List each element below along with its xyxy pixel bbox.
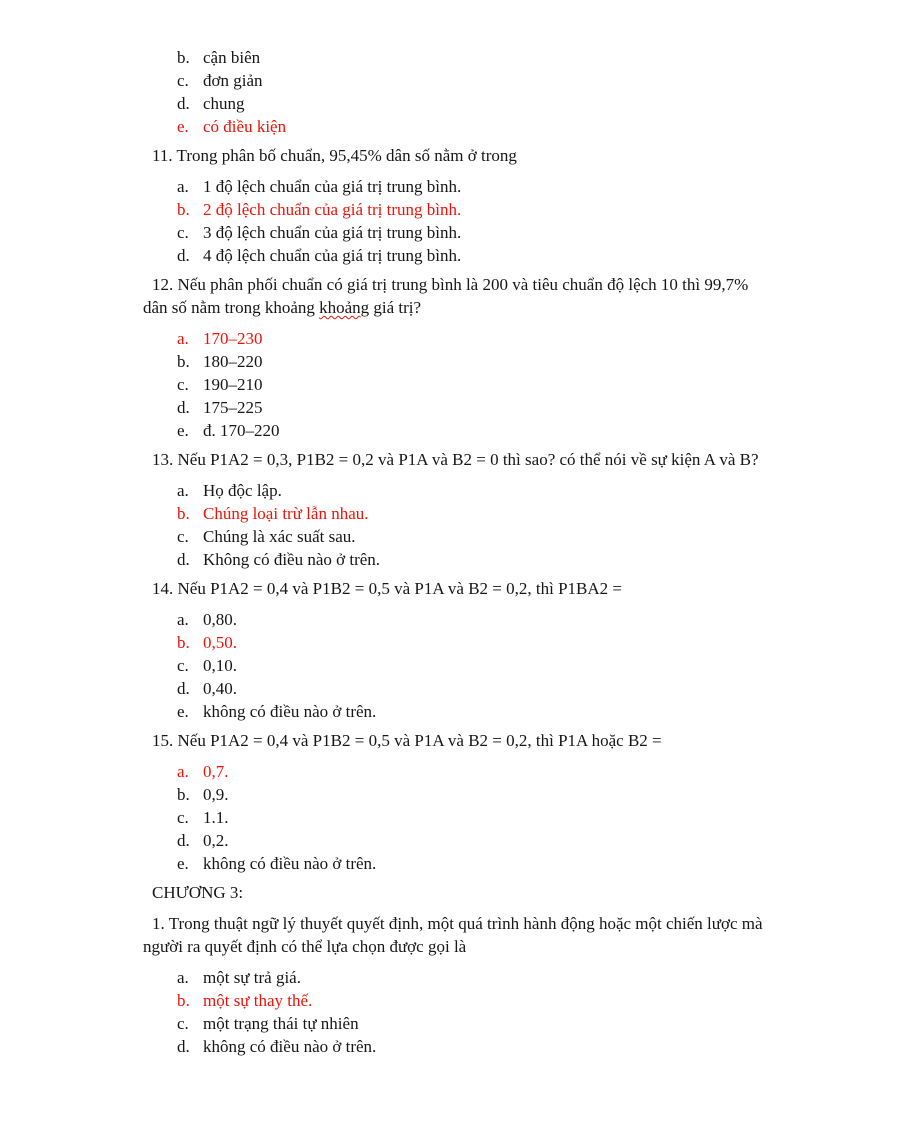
question-text bbox=[143, 273, 810, 319]
answer-option bbox=[143, 419, 810, 442]
option-text: Chúng là xác suất sau. bbox=[203, 527, 356, 546]
text-segment: 1. Trong thuật ngữ lý thuyết quyết định, một quá trình hành động hoặc một chiến lược mà bbox=[152, 914, 763, 933]
answer-option bbox=[143, 700, 810, 723]
answer-option bbox=[143, 654, 810, 677]
option-letter: a. bbox=[177, 329, 189, 348]
question-text bbox=[143, 912, 810, 958]
misspelled-word: khoảng bbox=[319, 298, 370, 317]
answer-option bbox=[143, 396, 810, 419]
answer-option-highlighted bbox=[143, 115, 810, 138]
answer-option bbox=[143, 92, 810, 115]
option-letter: b. bbox=[177, 48, 190, 67]
answer-option bbox=[143, 1035, 810, 1058]
answer-options bbox=[143, 46, 810, 138]
option-text: Họ độc lập. bbox=[203, 481, 282, 500]
answer-option bbox=[143, 46, 810, 69]
option-letter: c. bbox=[177, 375, 189, 394]
option-letter: c. bbox=[177, 808, 189, 827]
option-text: không có điều nào ở trên. bbox=[203, 702, 377, 721]
answer-option bbox=[143, 373, 810, 396]
option-text: 0,10. bbox=[203, 656, 237, 675]
question-text bbox=[143, 144, 810, 167]
answer-option bbox=[143, 69, 810, 92]
option-letter: a. bbox=[177, 610, 189, 629]
option-text: 4 độ lệch chuẩn của giá trị trung bình. bbox=[203, 246, 462, 265]
option-text: không có điều nào ở trên. bbox=[203, 854, 377, 873]
option-letter: a. bbox=[177, 762, 189, 781]
option-letter: b. bbox=[177, 352, 190, 371]
option-text: một sự trả giá. bbox=[203, 968, 301, 987]
option-text: 0,40. bbox=[203, 679, 237, 698]
option-text: Không có điều nào ở trên. bbox=[203, 550, 381, 569]
text-segment: giá trị? bbox=[369, 298, 422, 317]
option-text: 0,50. bbox=[203, 633, 237, 652]
answer-option bbox=[143, 829, 810, 852]
option-text: 0,2. bbox=[203, 831, 229, 850]
option-letter: d. bbox=[177, 1037, 190, 1056]
text-segment: người ra quyết định có thể lựa chọn được gọi là bbox=[143, 937, 467, 956]
answer-option-highlighted bbox=[143, 502, 810, 525]
option-letter: d. bbox=[177, 679, 190, 698]
option-letter: d. bbox=[177, 246, 190, 265]
option-letter: b. bbox=[177, 633, 190, 652]
answer-options bbox=[143, 175, 810, 267]
question-line bbox=[143, 577, 810, 600]
option-text: Chúng loại trừ lẫn nhau. bbox=[203, 504, 369, 523]
answer-option bbox=[143, 221, 810, 244]
question-text bbox=[143, 577, 810, 600]
option-letter: c. bbox=[177, 71, 189, 90]
option-letter: d. bbox=[177, 550, 190, 569]
text-segment: CHƯƠNG 3: bbox=[152, 883, 244, 902]
question-line bbox=[143, 729, 810, 752]
option-text: 2 độ lệch chuẩn của giá trị trung bình. bbox=[203, 200, 462, 219]
answer-option bbox=[143, 783, 810, 806]
text-segment: 15. Nếu P1A2 = 0,4 và P1B2 = 0,5 và P1A và B2 = 0,2, thì P1A hoặc B2 = bbox=[152, 731, 662, 750]
option-letter: c. bbox=[177, 527, 189, 546]
option-text: cận biên bbox=[203, 48, 261, 67]
option-letter: d. bbox=[177, 94, 190, 113]
answer-option bbox=[143, 525, 810, 548]
question-line bbox=[143, 144, 810, 167]
answer-option bbox=[143, 852, 810, 875]
text-segment: 12. Nếu phân phối chuẩn có giá trị trung bình là 200 và tiêu chuẩn độ lệch 10 thì 99,7% bbox=[152, 275, 749, 294]
question-line bbox=[143, 273, 810, 296]
answer-option-highlighted bbox=[143, 631, 810, 654]
option-letter: b. bbox=[177, 991, 190, 1010]
answer-option bbox=[143, 479, 810, 502]
option-text: 170–230 bbox=[203, 329, 263, 348]
option-text: có điều kiện bbox=[203, 117, 287, 136]
option-text: 1 độ lệch chuẩn của giá trị trung bình. bbox=[203, 177, 462, 196]
option-letter: a. bbox=[177, 177, 189, 196]
option-letter: c. bbox=[177, 223, 189, 242]
option-text: 0,9. bbox=[203, 785, 229, 804]
answer-option bbox=[143, 350, 810, 373]
text-segment: dân số nằm trong khoảng bbox=[143, 298, 320, 317]
answer-option-highlighted bbox=[143, 327, 810, 350]
option-letter: e. bbox=[177, 117, 189, 136]
option-text: một sự thay thế. bbox=[203, 991, 313, 1010]
answer-options bbox=[143, 479, 810, 571]
answer-option-highlighted bbox=[143, 989, 810, 1012]
question-text bbox=[143, 729, 810, 752]
question-line bbox=[143, 448, 810, 471]
answer-option bbox=[143, 677, 810, 700]
option-text: 180–220 bbox=[203, 352, 263, 371]
chapter-heading bbox=[143, 881, 810, 904]
option-letter: d. bbox=[177, 831, 190, 850]
option-letter: c. bbox=[177, 656, 189, 675]
answer-options bbox=[143, 966, 810, 1058]
option-text: 0,80. bbox=[203, 610, 237, 629]
answer-options bbox=[143, 760, 810, 875]
answer-option bbox=[143, 244, 810, 267]
option-letter: a. bbox=[177, 968, 189, 987]
option-text: 175–225 bbox=[203, 398, 263, 417]
option-letter: a. bbox=[177, 481, 189, 500]
question-text bbox=[143, 448, 810, 471]
option-text: 190–210 bbox=[203, 375, 263, 394]
option-text: 3 độ lệch chuẩn của giá trị trung bình. bbox=[203, 223, 462, 242]
option-letter: b. bbox=[177, 504, 190, 523]
answer-options bbox=[143, 608, 810, 723]
option-letter: b. bbox=[177, 785, 190, 804]
answer-option bbox=[143, 608, 810, 631]
question-line bbox=[143, 296, 810, 319]
option-letter: d. bbox=[177, 398, 190, 417]
answer-option bbox=[143, 1012, 810, 1035]
option-letter: e. bbox=[177, 421, 189, 440]
question-line bbox=[143, 935, 810, 958]
option-text: đơn giản bbox=[203, 71, 263, 90]
option-text: một trạng thái tự nhiên bbox=[203, 1014, 359, 1033]
option-letter: b. bbox=[177, 200, 190, 219]
option-text: chung bbox=[203, 94, 245, 113]
answer-option bbox=[143, 966, 810, 989]
answer-option-highlighted bbox=[143, 198, 810, 221]
answer-option bbox=[143, 175, 810, 198]
option-text: 1.1. bbox=[203, 808, 229, 827]
answer-option bbox=[143, 806, 810, 829]
option-text: đ. 170–220 bbox=[203, 421, 280, 440]
answer-option bbox=[143, 548, 810, 571]
option-text: 0,7. bbox=[203, 762, 229, 781]
option-text: không có điều nào ở trên. bbox=[203, 1037, 377, 1056]
answer-option-highlighted bbox=[143, 760, 810, 783]
option-letter: e. bbox=[177, 702, 189, 721]
option-letter: e. bbox=[177, 854, 189, 873]
text-segment: 14. Nếu P1A2 = 0,4 và P1B2 = 0,5 và P1A và B2 = 0,2, thì P1BA2 = bbox=[152, 579, 622, 598]
question-line bbox=[143, 881, 810, 904]
answer-options bbox=[143, 327, 810, 442]
text-segment: 13. Nếu P1A2 = 0,3, P1B2 = 0,2 và P1A và B2 = 0 thì sao? có thể nói về sự kiện A và B? bbox=[152, 450, 759, 469]
text-segment: 11. Trong phân bố chuẩn, 95,45% dân số nằm ở trong bbox=[152, 146, 517, 165]
option-letter: c. bbox=[177, 1014, 189, 1033]
question-line bbox=[143, 912, 810, 935]
